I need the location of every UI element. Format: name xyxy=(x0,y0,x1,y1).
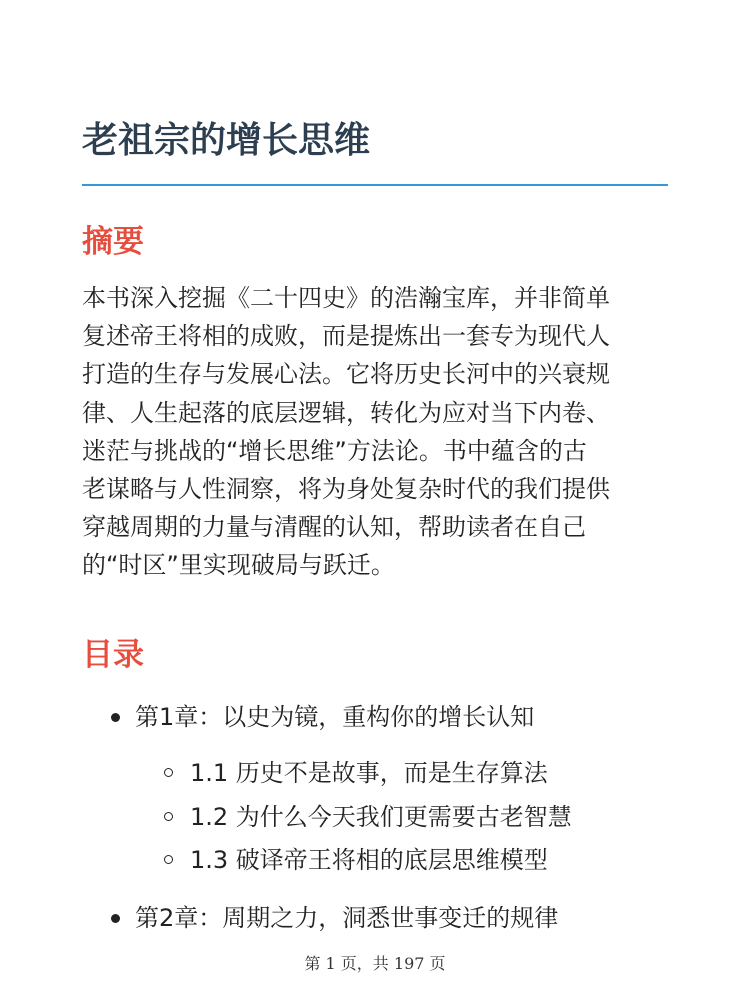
abstract-line: 迷茫与挑战的“增长思维”方法论。书中蕴含的古 xyxy=(82,436,587,465)
abstract-line: 打造的生存与发展心法。它将历史长河中的兴衰规 xyxy=(82,360,610,389)
abstract-line: 老谋略与人性洞察，将为身处复杂时代的我们提供 xyxy=(82,475,610,504)
title-divider xyxy=(82,184,668,186)
abstract-line: 的“时区”里实现破局与跃迁。 xyxy=(82,551,395,580)
abstract-heading: 摘要 xyxy=(82,224,144,260)
toc-chapter-2 xyxy=(135,900,558,936)
abstract-line: 本书深入挖掘《二十四史》的浩瀚宝库，并非简单 xyxy=(82,284,610,312)
toc-section-1-3 xyxy=(190,842,548,878)
toc-section-1-2 xyxy=(190,799,572,835)
page-title: 老祖宗的增长思维 xyxy=(82,120,371,161)
bullet-disc-icon xyxy=(111,713,120,722)
toc-section-1-1 xyxy=(190,755,548,791)
bullet-circle-icon xyxy=(164,768,173,777)
toc-section-label: 1.2 为什么今天我们更需要古老智慧 xyxy=(190,803,572,831)
toc-section-label: 1.3 破译帝王将相的底层思维模型 xyxy=(190,846,548,874)
toc-chapter-label: 第1章：以史为镜，重构你的增长认知 xyxy=(135,703,535,731)
page-number: 第 1 页，共 197 页 xyxy=(304,954,446,973)
abstract-line: 复述帝王将相的成败，而是提炼出一套专为现代人 xyxy=(82,322,610,351)
toc-chapter-1 xyxy=(135,699,534,735)
toc-heading: 目录 xyxy=(82,637,144,673)
bullet-circle-icon xyxy=(164,812,173,821)
toc-chapter-label: 第2章：周期之力，洞悉世事变迁的规律 xyxy=(135,904,559,932)
bullet-circle-icon xyxy=(164,855,173,864)
bullet-disc-icon xyxy=(111,914,120,923)
abstract-paragraph xyxy=(82,279,682,585)
abstract-line: 穿越周期的力量与清醒的认知，帮助读者在自己 xyxy=(82,513,586,542)
abstract-line: 律、人生起落的底层逻辑，转化为应对当下内卷、 xyxy=(82,398,610,427)
toc-section-label: 1.1 历史不是故事，而是生存算法 xyxy=(190,759,548,787)
